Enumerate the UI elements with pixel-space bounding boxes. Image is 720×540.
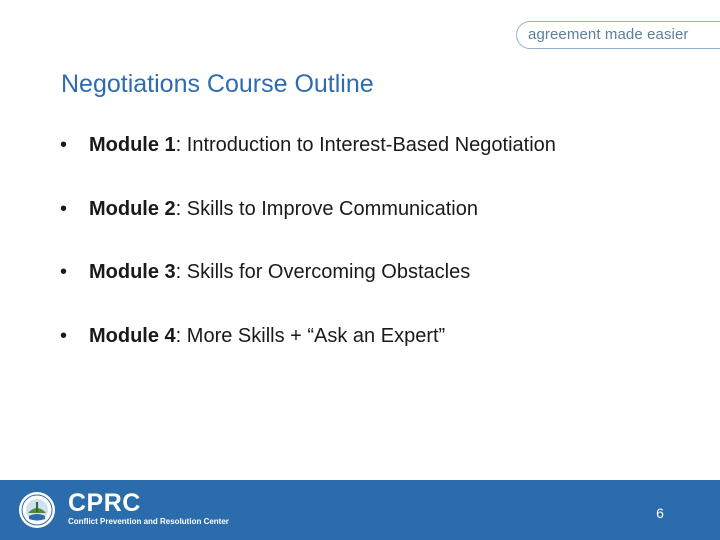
bullet-item <box>60 255 556 319</box>
bullet-dot: • <box>60 197 68 220</box>
module-label: Module 4 <box>89 324 176 347</box>
module-description: : Introduction to Interest-Based Negotiation <box>175 134 556 156</box>
epa-seal-icon <box>18 491 56 529</box>
module-description: : Skills for Overcoming Obstacles <box>175 261 471 283</box>
module-label: Module 2 <box>89 197 176 220</box>
module-description: : More Skills + “Ask an Expert” <box>175 324 446 347</box>
bullet-item <box>60 128 556 192</box>
module-description: : Skills to Improve Communication <box>175 197 478 220</box>
module-label: Module 1 <box>89 134 176 156</box>
bullet-item <box>60 192 556 256</box>
bullet-dot: • <box>60 134 68 156</box>
brand-subtitle: Conflict Prevention and Resolution Center <box>68 517 229 526</box>
tagline-badge: agreement made easier <box>516 21 720 49</box>
bullet-item <box>60 319 556 383</box>
bullet-dot: • <box>60 324 68 347</box>
bullet-list <box>60 128 556 382</box>
slide-title: Negotiations Course Outline <box>61 70 374 98</box>
bullet-dot: • <box>60 261 68 283</box>
module-label: Module 3 <box>89 261 176 283</box>
brand-name: CPRC <box>68 489 141 517</box>
brand-logo <box>68 490 229 527</box>
page-number: 6 <box>656 505 664 521</box>
